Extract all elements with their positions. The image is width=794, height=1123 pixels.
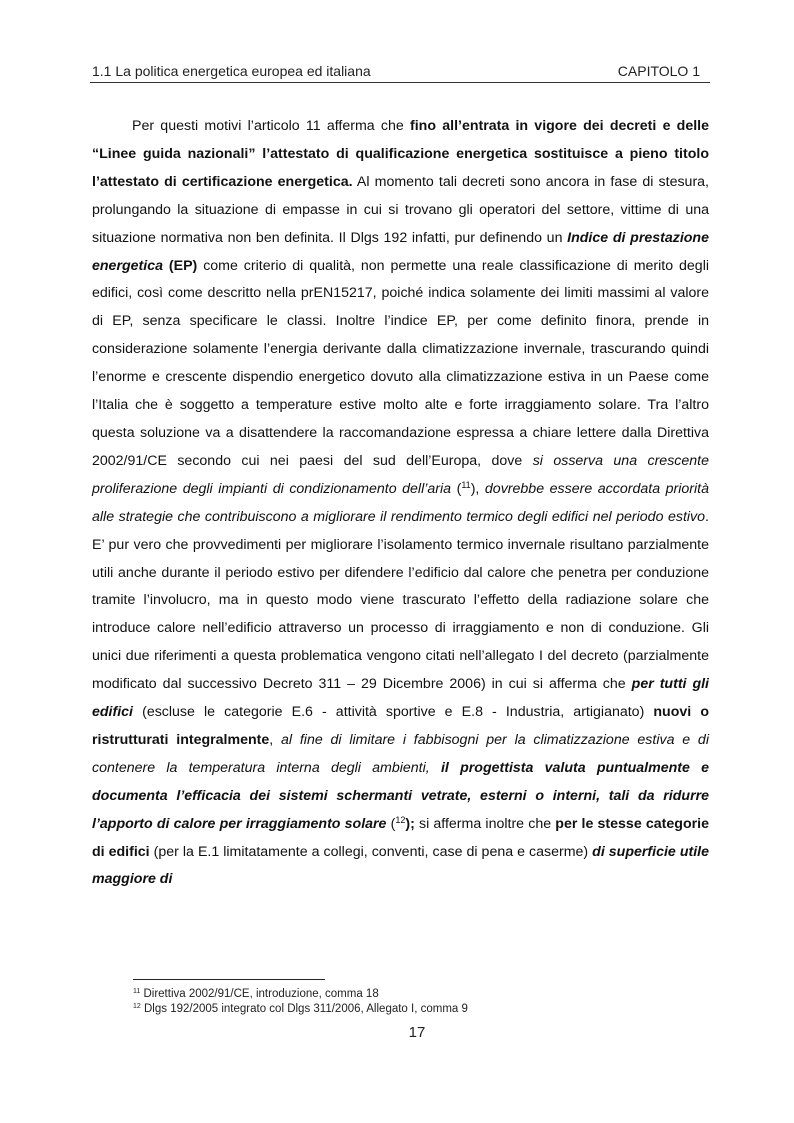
footnote	[133, 1002, 693, 1017]
text-run: ,	[269, 731, 282, 748]
section-title: 1.1 La politica energetica europea ed italiana	[92, 63, 371, 79]
footnote-number: 12	[133, 1003, 141, 1010]
bold-italic-text: di superficie utile maggiore di	[92, 843, 709, 888]
bold-italic-text: per tutti gli edifici	[92, 676, 710, 721]
footnote-text: Dlgs 192/2005 integrato col Dlgs 311/2006, Allegato I, comma 9	[140, 1003, 468, 1015]
text-run: si afferma inoltre che	[418, 815, 556, 832]
italic-text: al fine di limitare i fabbisogni per la climatizzazione estiva e di contenere la temperatura interna degli ambienti,	[92, 731, 709, 776]
text-run: come criterio di qualità, non permette una reale classificazione di merito degli edifici, così come descritto nella prEN15217, poiché indica solamente dei limiti massimi al valore di EP, senza specificare le classi. Inoltre l’indice EP, per come definito finora, prende in considerazione solamente l’energia derivante dalla climatizzazione invernale, trascurando quindi l’enorme e crescente dispendio energetico dovuto alla climatizzazione estiva in un Paese come l’Italia che è soggetto a temperature estive molto alte e forte irraggiamento solare. Tra l’altro questa soluzione va a disattendere la raccomandazione espressa a chiare lettere dalla Direttiva 2002/91/CE secondo cui nei paesi del sud dell’Europa, dove	[92, 257, 710, 469]
footnote	[133, 987, 693, 1002]
header-divider	[90, 82, 710, 83]
text-run: Al momento tali decreti sono ancora in fase di stesura, prolungando la situazione di empasse in cui si trovano gli operatori del settore, vittime di una situazione normativa non ben definita. Il Dlgs 192 infatti, pur definendo un	[92, 173, 710, 246]
footnote-reference[interactable]: 12	[395, 814, 406, 825]
footnotes	[133, 987, 693, 1017]
running-header	[90, 60, 710, 82]
bold-italic-text: Indice di prestazione energetica	[92, 229, 709, 274]
bold-text: );	[405, 815, 419, 832]
text-run: (per la E.1 limitatamente a collegi, conventi, case di pena e caserme)	[149, 843, 593, 860]
bold-text: fino all’entrata in vigore dei decreti e delle “Linee guida nazionali” l’attestato di qualificazione energetica sostituisce a pieno titolo l’attestato di certificazione energetica.	[92, 118, 710, 190]
body-text	[92, 113, 709, 894]
bold-text: per le stesse categorie di edifici	[92, 815, 709, 860]
footnote-divider	[133, 979, 325, 980]
chapter-label: CAPITOLO 1	[617, 63, 700, 79]
footnote-text: Direttiva 2002/91/CE, introduzione, comma 18	[140, 988, 379, 1000]
italic-text: si osserva una crescente proliferazione degli impianti di condizionamento dell’aria	[92, 452, 709, 497]
bold-text: (EP)	[162, 257, 198, 274]
text-run: ),	[470, 480, 485, 497]
footnote-number: 11	[133, 988, 141, 995]
paragraph	[92, 113, 709, 894]
bold-text: nuovi o ristrutturati integralmente	[92, 704, 709, 748]
text-run: (	[451, 480, 462, 497]
footnote-reference[interactable]: 11	[461, 479, 471, 490]
text-run: Per questi motivi l’articolo 11 afferma che	[132, 118, 411, 134]
text-run: (escluse le categorie E.6 - attività sportive e E.8 - Industria, artigianato)	[133, 704, 654, 721]
bold-italic-text: il progettista valuta puntualmente e documenta l’efficacia dei sistemi schermanti vetrate, esterni o interni, tali da ridurre l’apporto di calore per irraggiamento solare	[92, 759, 709, 832]
text-run: . E’ pur vero che provvedimenti per migliorare l’isolamento termico invernale risultano parzialmente utili anche durante il periodo estivo per difendere l’edificio dal calore che penetra per conduzione tramite l’involucro, ma in questo modo viene trascurato l’effetto della radiazione solare che introduce calore nell’edificio attraverso un processo di irraggiamento e non di conduzione. Gli unici due riferimenti a questa problematica vengono citati nell’allegato I del decreto (parzialmente modificato dal successivo Decreto 311 – 29 Dicembre 2006) in cui si afferma che	[92, 508, 709, 693]
page-number: 17	[408, 1024, 426, 1041]
text-run: (	[386, 815, 396, 832]
italic-text: dovrebbe essere accordata priorità alle strategie che contribuiscono a migliorare il rendimento termico degli edifici nel periodo estivo	[92, 480, 710, 525]
